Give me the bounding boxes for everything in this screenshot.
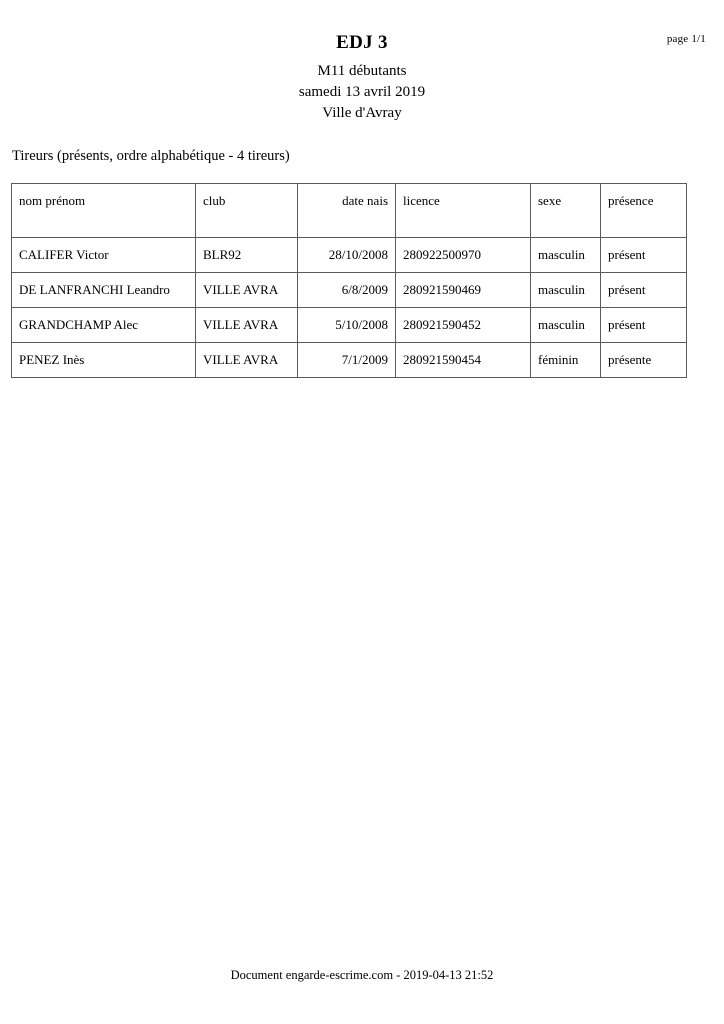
table-row bbox=[12, 273, 687, 308]
cell-nom: CALIFER Victor bbox=[12, 238, 196, 273]
cell-licence: 280921590454 bbox=[396, 343, 531, 378]
cell-sexe: féminin bbox=[531, 343, 601, 378]
cell-presence: présente bbox=[601, 343, 687, 378]
fencers-table bbox=[11, 183, 687, 378]
column-header-date-nais: date nais bbox=[298, 184, 396, 238]
column-header-sexe: sexe bbox=[531, 184, 601, 238]
cell-sexe: masculin bbox=[531, 273, 601, 308]
page-title: EDJ 3 bbox=[336, 32, 388, 53]
competition-category: M11 débutants bbox=[317, 63, 407, 79]
cell-nom: PENEZ Inès bbox=[12, 343, 196, 378]
cell-nom: GRANDCHAMP Alec bbox=[12, 308, 196, 343]
cell-club: VILLE AVRA bbox=[196, 273, 298, 308]
cell-club: VILLE AVRA bbox=[196, 308, 298, 343]
cell-date-nais: 5/10/2008 bbox=[298, 308, 396, 343]
competition-place: Ville d'Avray bbox=[322, 105, 402, 121]
cell-presence: présent bbox=[601, 308, 687, 343]
cell-date-nais: 28/10/2008 bbox=[298, 238, 396, 273]
cell-presence: présent bbox=[601, 238, 687, 273]
column-header-licence: licence bbox=[396, 184, 531, 238]
table-row bbox=[12, 238, 687, 273]
cell-licence: 280921590452 bbox=[396, 308, 531, 343]
cell-sexe: masculin bbox=[531, 238, 601, 273]
cell-nom: DE LANFRANCHI Leandro bbox=[12, 273, 196, 308]
column-header-club: club bbox=[196, 184, 298, 238]
cell-licence: 280922500970 bbox=[396, 238, 531, 273]
cell-presence: présent bbox=[601, 273, 687, 308]
table-row bbox=[12, 308, 687, 343]
page-number: page 1/1 bbox=[666, 33, 706, 45]
cell-club: BLR92 bbox=[196, 238, 298, 273]
section-caption: Tireurs (présents, ordre alphabétique - 4 tireurs) bbox=[12, 148, 290, 164]
table-row bbox=[12, 343, 687, 378]
column-header-presence: présence bbox=[601, 184, 687, 238]
competition-date: samedi 13 avril 2019 bbox=[298, 84, 426, 100]
document-footer: Document engarde-escrime.com - 2019-04-13 21:52 bbox=[230, 968, 494, 982]
table-header-row bbox=[12, 184, 687, 238]
cell-date-nais: 6/8/2009 bbox=[298, 273, 396, 308]
cell-date-nais: 7/1/2009 bbox=[298, 343, 396, 378]
cell-licence: 280921590469 bbox=[396, 273, 531, 308]
cell-sexe: masculin bbox=[531, 308, 601, 343]
cell-club: VILLE AVRA bbox=[196, 343, 298, 378]
column-header-nom: nom prénom bbox=[12, 184, 196, 238]
